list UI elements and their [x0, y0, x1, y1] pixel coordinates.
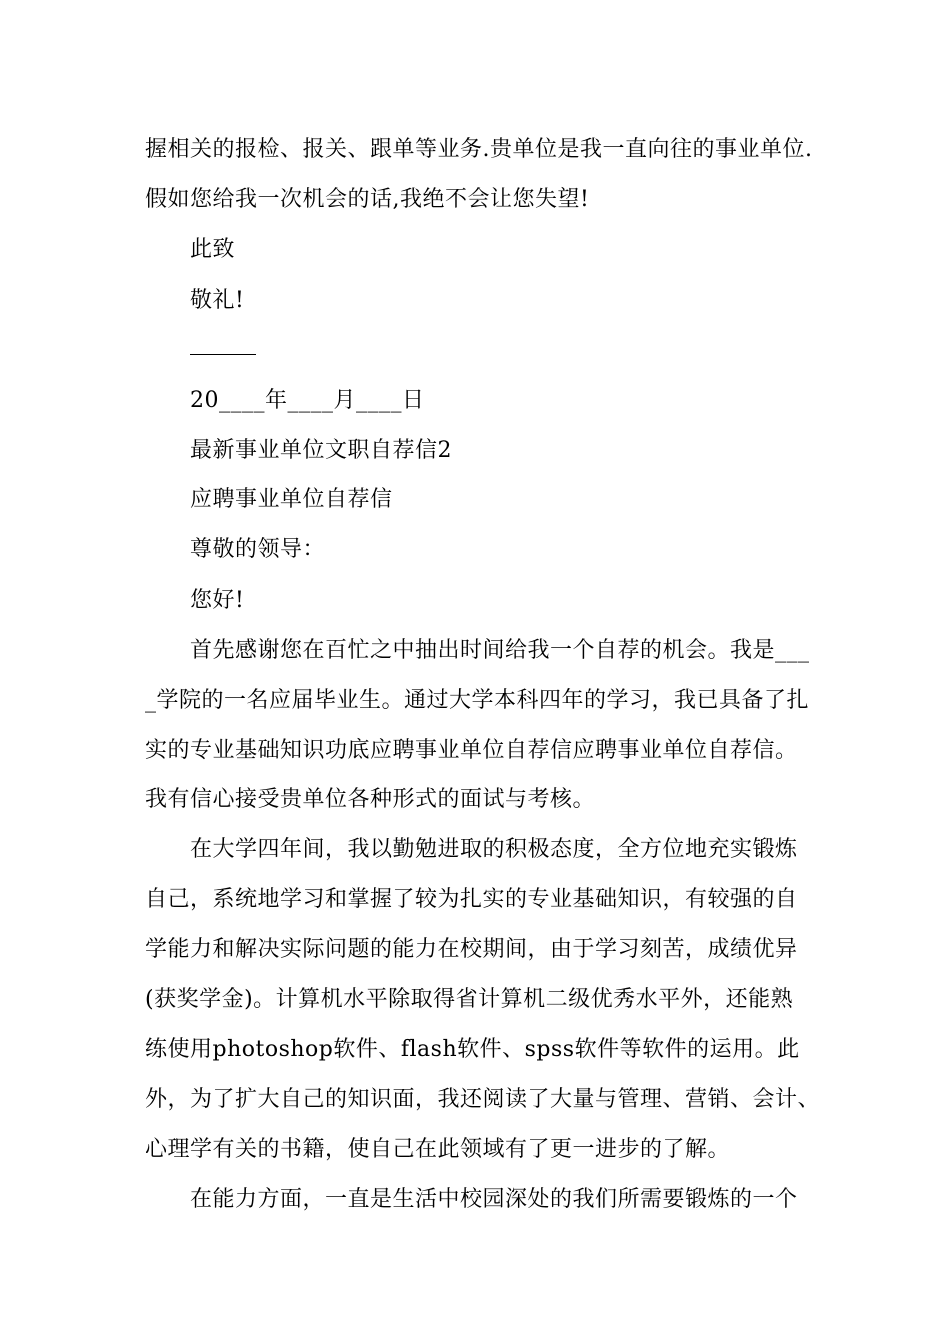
- paragraph-2-line-5: 练使用photoshop软件、flash软件、spss软件等软件的运用。此: [145, 1037, 800, 1062]
- paragraph-1-line-1: 首先感谢您在百忙之中抽出时间给我一个自荐的机会。我是___: [190, 638, 810, 663]
- paragraph-3-line-1: 在能力方面，一直是生活中校园深处的我们所需要锻炼的一个: [190, 1187, 798, 1212]
- paragraph-2-line-7: 心理学有关的书籍，使自己在此领域有了更一进步的了解。: [145, 1137, 731, 1162]
- greeting: 尊敬的领导：: [190, 537, 326, 562]
- paragraph-2-line-6: 外，为了扩大自己的知识面，我还阅读了大量与管理、营销、会计、: [145, 1087, 821, 1112]
- paragraph-1-line-4: 我有信心接受贵单位各种形式的面试与考核。: [145, 787, 596, 812]
- letter-title: 应聘事业单位自荐信: [190, 487, 393, 512]
- hello: 您好!: [190, 588, 245, 613]
- signature-line: [190, 354, 256, 355]
- paragraph-1-line-2: _学院的一名应届毕业生。通过大学本科四年的学习，我已具备了扎: [145, 688, 810, 713]
- salutation: 此致: [190, 237, 236, 262]
- paragraph-1-line-3: 实的专业基础知识功底应聘事业单位自荐信应聘事业单位自荐信。: [145, 738, 798, 763]
- paragraph-2-line-1: 在大学四年间，我以勤勉进取的积极态度，全方位地充实锻炼: [190, 837, 798, 862]
- letter1-line-1: 握相关的报检、报关、跟单等业务.贵单位是我一直向往的事业单位.: [145, 137, 813, 162]
- regards: 敬礼!: [190, 288, 245, 313]
- paragraph-2-line-3: 学能力和解决实际问题的能力在校期间，由于学习刻苦，成绩优异: [145, 937, 798, 962]
- letter1-line-2: 假如您给我一次机会的话,我绝不会让您失望!: [145, 187, 590, 212]
- paragraph-2-line-2: 自己，系统地学习和掌握了较为扎实的专业基础知识，有较强的自: [145, 887, 798, 912]
- section-title: 最新事业单位文职自荐信2: [190, 438, 452, 463]
- date-line: 20____年____月____日: [190, 388, 425, 413]
- paragraph-2-line-4: (获奖学金)。计算机水平除取得省计算机二级优秀水平外，还能熟: [145, 987, 794, 1012]
